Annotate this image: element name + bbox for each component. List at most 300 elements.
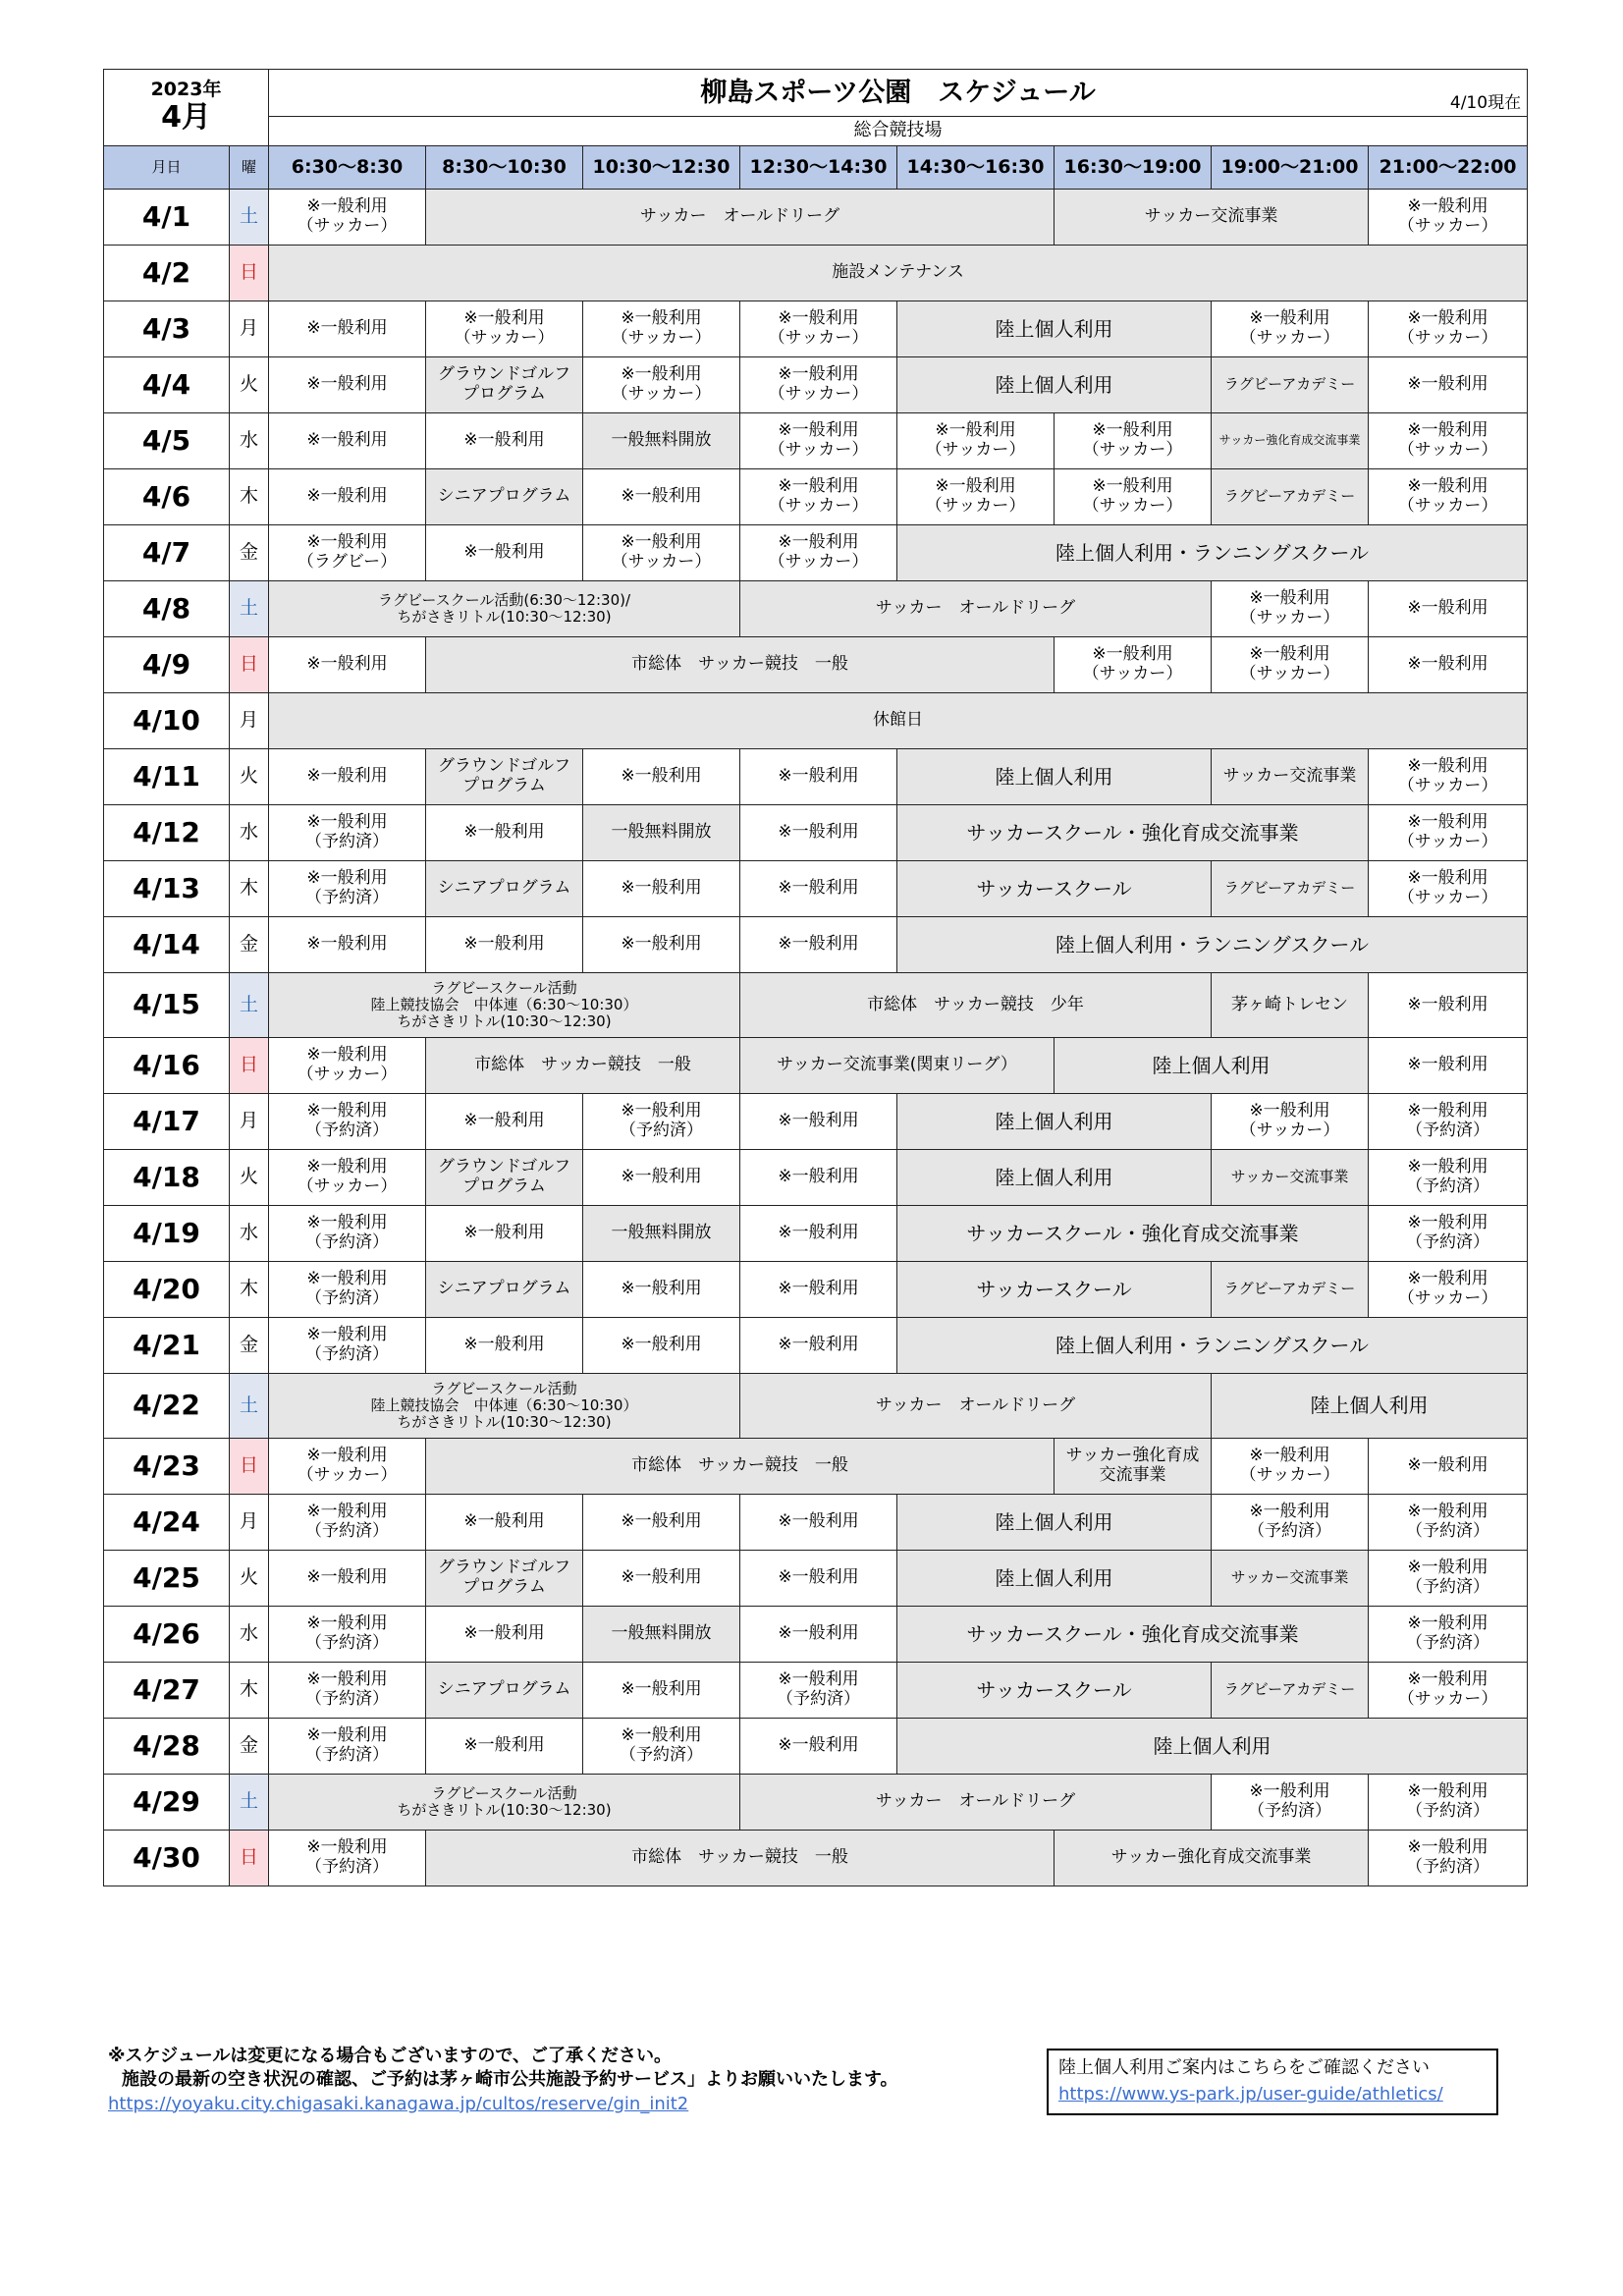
weekday-cell: 日	[230, 1038, 269, 1094]
weekday-cell: 土	[230, 190, 269, 246]
schedule-row	[104, 1831, 1528, 1886]
slot-cell	[583, 1318, 740, 1374]
schedule-row	[104, 1663, 1528, 1719]
slot-cell	[269, 413, 426, 469]
slot-cell	[897, 1663, 1212, 1719]
slot-cell-text: （予約済）	[620, 1745, 704, 1765]
slot-cell	[1212, 413, 1369, 469]
slot-cell	[269, 1318, 426, 1374]
slot-cell	[897, 525, 1528, 581]
slot-cell-text: ※一般利用	[621, 308, 702, 329]
slot-cell-text: ※一般利用	[1407, 196, 1488, 217]
slot-cell-text: ラグビーアカデミー	[1223, 1680, 1356, 1699]
date-cell: 4/30	[104, 1831, 230, 1886]
slot-cell-text: ※一般利用	[1407, 1269, 1488, 1289]
slot-header: 16:30〜19:00	[1055, 146, 1212, 190]
slot-cell	[583, 1719, 740, 1775]
slot-cell	[897, 469, 1055, 525]
slot-cell-text: （予約済）	[1406, 1521, 1490, 1541]
slot-cell	[426, 1831, 1055, 1886]
slot-cell-text: ※一般利用	[778, 1735, 859, 1756]
slot-cell	[740, 469, 897, 525]
date-cell: 4/27	[104, 1663, 230, 1719]
slot-cell-text: （予約済）	[1248, 1801, 1332, 1821]
slot-cell-text: ※一般利用	[463, 542, 545, 563]
slot-cell	[269, 581, 740, 637]
slot-cell	[583, 861, 740, 917]
date-column-header: 月日	[104, 146, 230, 190]
slot-cell-text: ※一般利用	[1092, 644, 1173, 665]
date-cell: 4/1	[104, 190, 230, 246]
slot-cell	[740, 1150, 897, 1206]
slot-cell-text: ※一般利用	[1407, 1781, 1488, 1802]
schedule-row	[104, 973, 1528, 1038]
schedule-row	[104, 1775, 1528, 1831]
slot-cell-text: 陸上個人利用	[995, 1165, 1113, 1189]
slot-cell-text: サッカースクール	[976, 1277, 1132, 1301]
slot-cell	[897, 1318, 1528, 1374]
slot-cell	[269, 637, 426, 693]
slot-cell	[897, 1094, 1212, 1150]
slot-cell-text: 陸上個人利用	[995, 764, 1113, 789]
slot-cell	[269, 693, 1528, 749]
slot-cell-text: ※一般利用	[306, 934, 388, 955]
slot-cell-text: ※一般利用	[306, 196, 388, 217]
date-cell: 4/4	[104, 357, 230, 413]
slot-cell-text: 陸上個人利用・ランニングスクール	[1055, 932, 1370, 957]
slot-cell	[426, 525, 583, 581]
weekday-cell: 木	[230, 1262, 269, 1318]
slot-cell-text: ※一般利用	[463, 1223, 545, 1243]
slot-cell	[426, 469, 583, 525]
date-cell: 4/24	[104, 1495, 230, 1551]
slot-cell-text: ※一般利用	[1092, 476, 1173, 497]
slot-cell-text: ※一般利用	[463, 1511, 545, 1532]
slot-cell-text: ※一般利用	[306, 430, 388, 451]
slot-cell-text: サッカースクール	[976, 1677, 1132, 1702]
slot-cell-text: （サッカー）	[768, 496, 869, 516]
date-cell: 4/11	[104, 749, 230, 805]
slot-cell	[426, 1607, 583, 1663]
weekday-cell: 木	[230, 861, 269, 917]
slot-cell-text: （サッカー）	[925, 440, 1026, 460]
slot-cell-text: （予約済）	[305, 888, 390, 907]
slot-cell-text: ※一般利用	[778, 532, 859, 553]
slot-cell-text: （予約済）	[305, 1745, 390, 1765]
slot-cell-text: （サッカー）	[297, 1465, 398, 1485]
footer-notes	[108, 2045, 898, 2116]
schedule-row	[104, 357, 1528, 413]
date-cell: 4/18	[104, 1150, 230, 1206]
slot-cell	[1369, 413, 1528, 469]
slot-cell	[426, 1663, 583, 1719]
slot-cell-text: ※一般利用	[778, 1669, 859, 1690]
slot-cell	[269, 1775, 740, 1831]
slot-cell	[269, 805, 426, 861]
slot-cell	[269, 861, 426, 917]
slot-cell-text: サッカー強化育成交流事業	[1218, 433, 1361, 448]
slot-cell-text: プログラム	[462, 384, 546, 404]
slot-cell	[269, 1663, 426, 1719]
slot-cell	[583, 1495, 740, 1551]
slot-cell	[1212, 357, 1369, 413]
slot-cell-text: ※一般利用	[621, 364, 702, 385]
slot-cell	[1369, 1038, 1528, 1094]
athletics-info-link[interactable]: https://www.ys-park.jp/user-guide/athletics/	[1058, 2084, 1443, 2105]
slot-cell	[1212, 1775, 1369, 1831]
slot-cell	[740, 525, 897, 581]
slot-cell-text: （サッカー）	[768, 440, 869, 460]
date-cell: 4/12	[104, 805, 230, 861]
slot-cell	[1369, 581, 1528, 637]
weekday-cell: 火	[230, 357, 269, 413]
note-change-notice: ※スケジュールは変更になる場合もございますので、ご了承ください。	[108, 2046, 673, 2066]
slot-cell-text: ラグビーアカデミー	[1223, 879, 1356, 898]
weekday-cell: 木	[230, 1663, 269, 1719]
date-cell: 4/20	[104, 1262, 230, 1318]
slot-cell	[426, 413, 583, 469]
slot-cell-text: （サッカー）	[1397, 1689, 1498, 1709]
slot-cell	[1212, 301, 1369, 357]
slot-cell-text: サッカースクール・強化育成交流事業	[966, 820, 1299, 845]
weekday-cell: 木	[230, 469, 269, 525]
slot-header: 10:30〜12:30	[583, 146, 740, 190]
slot-cell-text: ※一般利用	[621, 1567, 702, 1588]
slot-cell-text: （予約済）	[1248, 1521, 1332, 1541]
slot-cell-text: ※一般利用	[778, 1223, 859, 1243]
slot-cell	[1369, 973, 1528, 1038]
slot-cell-text: ※一般利用	[306, 1101, 388, 1121]
slot-cell	[740, 1719, 897, 1775]
slot-cell-text: ※一般利用	[1407, 476, 1488, 497]
slot-cell-text: ※一般利用	[306, 318, 388, 339]
slot-cell-text: 交流事業	[1099, 1465, 1166, 1485]
slot-cell-text: （サッカー）	[1082, 440, 1183, 460]
slot-cell	[897, 1262, 1212, 1318]
slot-cell-text: （予約済）	[620, 1121, 704, 1140]
reservation-link[interactable]: https://yoyaku.city.chigasaki.kanagawa.jp/cultos/reserve/gin_init2	[108, 2093, 689, 2114]
schedule-row	[104, 1206, 1528, 1262]
slot-cell-text: サッカー交流事業(関東リーグ）	[777, 1055, 1017, 1075]
slot-cell-text: グラウンドゴルフ	[437, 756, 571, 777]
slot-cell-text: 陸上競技協会 中体連（6:30〜10:30）	[370, 995, 638, 1013]
slot-cell-text: （サッカー）	[1397, 776, 1498, 795]
slot-cell	[740, 1094, 897, 1150]
slot-cell-text: サッカースクール・強化育成交流事業	[966, 1621, 1299, 1646]
slot-cell-text: ※一般利用	[306, 766, 388, 787]
athletics-info-text: 陸上個人利用ご案内はこちらをご確認ください	[1058, 2057, 1430, 2078]
slot-cell-text: ※一般利用	[621, 1511, 702, 1532]
slot-header: 6:30〜8:30	[269, 146, 426, 190]
weekday-cell: 水	[230, 1206, 269, 1262]
slot-cell	[583, 301, 740, 357]
slot-cell	[583, 805, 740, 861]
schedule-row	[104, 693, 1528, 749]
slot-cell-text: （ラグビー）	[297, 552, 398, 572]
slot-cell-text: 施設メンテナンス	[832, 262, 964, 283]
slot-cell-text: ※一般利用	[1407, 1837, 1488, 1858]
slot-cell-text: （サッカー）	[297, 1176, 398, 1196]
slot-cell-text: プログラム	[462, 776, 546, 795]
slot-cell	[1212, 973, 1369, 1038]
slot-cell-text: （予約済）	[305, 1633, 390, 1653]
slot-cell-text: （サッカー）	[1082, 664, 1183, 683]
slot-cell	[1369, 749, 1528, 805]
slot-cell-text: ※一般利用	[1407, 1157, 1488, 1177]
weekday-cell: 日	[230, 246, 269, 301]
slot-cell-text: （予約済）	[1406, 1857, 1490, 1877]
slot-cell	[1369, 637, 1528, 693]
weekday-cell: 土	[230, 1374, 269, 1439]
slot-cell-text: ちがさきリトル(10:30〜12:30)	[397, 1012, 612, 1031]
slot-cell-text: ※一般利用	[306, 486, 388, 507]
slot-cell-text: ※一般利用	[778, 1167, 859, 1187]
date-cell: 4/15	[104, 973, 230, 1038]
slot-cell-text: ※一般利用	[621, 878, 702, 899]
schedule-row	[104, 301, 1528, 357]
slot-cell	[1212, 581, 1369, 637]
slot-cell-text: ※一般利用	[1407, 1055, 1488, 1075]
slot-cell-text: ※一般利用	[778, 1567, 859, 1588]
slot-cell	[269, 246, 1528, 301]
slot-cell	[897, 413, 1055, 469]
as-of-date: 4/10現在	[1449, 93, 1522, 114]
schedule-row	[104, 1719, 1528, 1775]
slot-cell-text: （予約済）	[305, 1857, 390, 1877]
slot-cell	[1212, 861, 1369, 917]
slot-cell-text: （サッカー）	[454, 328, 555, 348]
slot-cell-text: （サッカー）	[611, 384, 712, 404]
slot-cell	[1369, 1150, 1528, 1206]
slot-cell-text: （サッカー）	[768, 328, 869, 348]
slot-cell	[583, 1206, 740, 1262]
slot-cell	[897, 1495, 1212, 1551]
slot-cell-text: サッカー強化育成交流事業	[1110, 1847, 1312, 1868]
date-cell: 4/25	[104, 1551, 230, 1607]
slot-cell	[740, 1206, 897, 1262]
slot-cell	[269, 1439, 426, 1495]
slot-cell-text: ※一般利用	[621, 1335, 702, 1355]
slot-cell-text: （予約済）	[1406, 1801, 1490, 1821]
slot-cell-text: ラグビースクール活動	[431, 978, 577, 997]
slot-cell-text: 陸上個人利用	[1153, 1733, 1271, 1758]
slot-cell	[426, 1150, 583, 1206]
weekday-cell: 土	[230, 1775, 269, 1831]
slot-cell-text: ※一般利用	[778, 766, 859, 787]
slot-cell	[740, 1374, 1212, 1439]
slot-cell	[1212, 1495, 1369, 1551]
slot-cell-text: ※一般利用	[463, 1735, 545, 1756]
slot-cell-text: ※一般利用	[621, 486, 702, 507]
slot-cell	[1212, 1094, 1369, 1150]
slot-cell-text: ※一般利用	[778, 1111, 859, 1131]
slot-cell	[1212, 749, 1369, 805]
slot-cell	[426, 301, 583, 357]
slot-cell-text: サッカー交流事業	[1222, 766, 1357, 787]
slot-cell-text: ラグビーアカデミー	[1223, 1280, 1356, 1298]
slot-cell	[897, 357, 1212, 413]
date-cell: 4/19	[104, 1206, 230, 1262]
slot-cell-text: （サッカー）	[1082, 496, 1183, 516]
slot-cell-text: ※一般利用	[1407, 756, 1488, 777]
weekday-cell: 月	[230, 1094, 269, 1150]
slot-cell	[740, 581, 1212, 637]
slot-cell-text: ※一般利用	[306, 1157, 388, 1177]
slot-cell-text: 一般無料開放	[611, 430, 712, 451]
slot-cell-text: ※一般利用	[1407, 812, 1488, 833]
slot-cell-text: 陸上個人利用	[995, 372, 1113, 397]
date-cell: 4/26	[104, 1607, 230, 1663]
slot-cell-text: プログラム	[462, 1176, 546, 1196]
slot-cell-text: ちがさきリトル(10:30〜12:30)	[397, 1801, 612, 1819]
slot-cell-text: ※一般利用	[306, 1325, 388, 1345]
slot-cell-text: （サッカー）	[1397, 888, 1498, 907]
slot-cell-text: ちがさきリトル(10:30〜12:30)	[397, 608, 612, 626]
slot-cell	[426, 190, 1055, 246]
slot-cell	[426, 1094, 583, 1150]
slot-cell-text: （予約済）	[305, 1689, 390, 1709]
slot-cell	[1369, 1607, 1528, 1663]
slot-cell-text: ※一般利用	[1249, 1101, 1330, 1121]
slot-cell	[426, 1206, 583, 1262]
slot-cell-text: ※一般利用	[1249, 1446, 1330, 1466]
schedule-row	[104, 917, 1528, 973]
slot-cell	[897, 1607, 1369, 1663]
slot-cell-text: プログラム	[462, 1577, 546, 1597]
weekday-cell: 日	[230, 1831, 269, 1886]
slot-cell	[740, 1775, 1212, 1831]
slot-header: 21:00〜22:00	[1369, 146, 1528, 190]
slot-cell-text: （予約済）	[305, 1288, 390, 1308]
date-cell: 4/23	[104, 1439, 230, 1495]
slot-cell-text: ※一般利用	[935, 420, 1016, 441]
slot-cell	[897, 749, 1212, 805]
slot-cell	[1369, 1831, 1528, 1886]
date-cell: 4/8	[104, 581, 230, 637]
slot-cell-text: （予約済）	[305, 1232, 390, 1252]
date-cell: 4/29	[104, 1775, 230, 1831]
slot-cell	[269, 749, 426, 805]
slot-cell-text: 茅ヶ崎トレセン	[1231, 994, 1349, 1014]
slot-cell	[269, 190, 426, 246]
athletics-info-box	[1047, 2049, 1498, 2115]
date-cell: 4/28	[104, 1719, 230, 1775]
schedule-row	[104, 805, 1528, 861]
weekday-cell: 日	[230, 637, 269, 693]
slot-cell	[1212, 1439, 1369, 1495]
date-cell: 4/10	[104, 693, 230, 749]
slot-cell-text: ※一般利用	[778, 934, 859, 955]
slot-cell-text: ※一般利用	[778, 878, 859, 899]
slot-cell-text: ※一般利用	[306, 374, 388, 395]
slot-cell	[426, 861, 583, 917]
slot-cell-text: ※一般利用	[1407, 1613, 1488, 1634]
slot-cell-text: ※一般利用	[463, 1623, 545, 1644]
column-header-row	[104, 146, 1528, 190]
slot-cell-text: 陸上個人利用	[995, 1565, 1113, 1590]
weekday-cell: 金	[230, 1719, 269, 1775]
slot-cell-text: ※一般利用	[1407, 308, 1488, 329]
slot-cell-text: ※一般利用	[306, 1669, 388, 1690]
date-cell: 4/21	[104, 1318, 230, 1374]
slot-cell-text: ※一般利用	[1407, 1669, 1488, 1690]
slot-cell-text: ※一般利用	[1249, 1781, 1330, 1802]
slot-cell-text: シニアプログラム	[437, 878, 571, 899]
slot-cell-text: 陸上個人利用	[995, 1109, 1113, 1133]
slot-cell	[1369, 1775, 1528, 1831]
weekday-cell: 月	[230, 693, 269, 749]
slot-cell-text: ※一般利用	[306, 1567, 388, 1588]
slot-cell-text: （予約済）	[1406, 1232, 1490, 1252]
schedule-row	[104, 861, 1528, 917]
slot-cell	[897, 1719, 1528, 1775]
slot-cell-text: ※一般利用	[463, 1335, 545, 1355]
slot-cell	[426, 637, 1055, 693]
slot-cell-text: （予約済）	[1406, 1121, 1490, 1140]
schedule-row	[104, 1495, 1528, 1551]
schedule-row	[104, 525, 1528, 581]
slot-cell-text: グラウンドゴルフ	[437, 1558, 571, 1578]
slot-cell-text: サッカー交流事業	[1230, 1168, 1349, 1186]
slot-cell	[269, 1094, 426, 1150]
slot-cell	[1212, 637, 1369, 693]
slot-cell-text: ※一般利用	[778, 1335, 859, 1355]
date-cell: 4/13	[104, 861, 230, 917]
slot-cell-text: ※一般利用	[306, 1446, 388, 1466]
slot-cell-text: サッカー強化育成	[1065, 1446, 1200, 1466]
slot-cell	[269, 357, 426, 413]
slot-cell-text: ※一般利用	[306, 1837, 388, 1858]
slot-cell	[426, 749, 583, 805]
schedule-table	[103, 69, 1528, 1886]
slot-cell	[897, 917, 1528, 973]
slot-cell-text: ※一般利用	[1407, 374, 1488, 395]
slot-cell	[269, 1262, 426, 1318]
slot-cell-text: ※一般利用	[306, 654, 388, 675]
slot-cell-text: ※一般利用	[463, 822, 545, 843]
slot-cell	[269, 1150, 426, 1206]
slot-cell-text: サッカースクール・強化育成交流事業	[966, 1221, 1299, 1245]
slot-cell-text: ※一般利用	[306, 1213, 388, 1233]
slot-cell	[897, 805, 1369, 861]
date-cell: 4/7	[104, 525, 230, 581]
slot-cell-text: シニアプログラム	[437, 1279, 571, 1299]
slot-cell	[897, 1206, 1369, 1262]
year-month-cell	[104, 70, 269, 146]
slot-cell-text: 一般無料開放	[611, 822, 712, 843]
schedule-row	[104, 413, 1528, 469]
slot-cell-text: （予約済）	[305, 832, 390, 851]
slot-cell-text: （サッカー）	[1397, 1288, 1498, 1308]
slot-cell-text: ※一般利用	[621, 934, 702, 955]
schedule-row	[104, 1262, 1528, 1318]
slot-cell-text: ※一般利用	[1249, 308, 1330, 329]
slot-cell-text: （サッカー）	[297, 1065, 398, 1084]
slot-cell-text: サッカー交流事業	[1144, 206, 1278, 227]
slot-cell-text: ※一般利用	[306, 868, 388, 889]
slot-cell	[269, 1206, 426, 1262]
schedule-row	[104, 1150, 1528, 1206]
slot-cell	[426, 1551, 583, 1607]
slot-cell-text: ※一般利用	[1249, 588, 1330, 609]
slot-cell-text: ※一般利用	[621, 1101, 702, 1121]
slot-cell-text: 陸上個人利用	[1310, 1394, 1429, 1417]
slot-cell-text: （サッカー）	[1397, 832, 1498, 851]
slot-header: 8:30〜10:30	[426, 146, 583, 190]
weekday-cell: 金	[230, 917, 269, 973]
slot-cell	[583, 525, 740, 581]
slot-cell-text: ラグビースクール活動(6:30〜12:30)/	[378, 590, 631, 609]
